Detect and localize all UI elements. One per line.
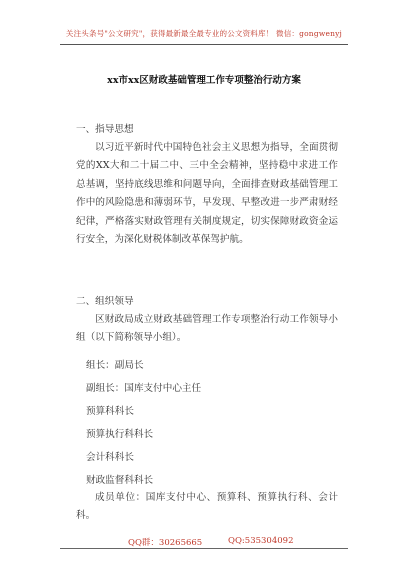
footer-qq-group: QQ群：30265665 (128, 538, 203, 548)
paragraph-guiding-ideology: 以习近平新时代中国特色社会主义思想为指导，全面贯彻党的XX大和二十届二中、三中全会精神，坚持稳中求进工作总基调，坚持底线思维和问题导向，全面排查财政基础管理工作中的风险隐患和薄弱环节，早发现、早整改进一步严肃财经纪律，严格落实财政管理有关制度规定，切实保障财政资金运行安全，为深化财税体制改革保驾护航。 (76, 142, 338, 246)
header-note: 关注头条号"公文研究"，获得最新最全最专业的公文资料库！ 微信：gongwenyj (65, 29, 343, 38)
leader-line: 组长：副局长 (86, 360, 144, 371)
member-line-finance-supervision: 财政监督科科长 (86, 475, 154, 486)
section-heading-organization: 二、组织领导 (76, 296, 134, 307)
member-line-accounting: 会计科科长 (86, 452, 134, 463)
header-divider (60, 44, 348, 45)
document-title: xx市xx区财政基础管理工作专项整治行动方案 (107, 75, 301, 86)
paragraph-organization: 区财政局成立财政基础管理工作专项整治行动工作领导小组（以下简称领导小组）。 (76, 314, 338, 344)
section-heading-guiding-ideology: 一、指导思想 (76, 124, 134, 135)
member-line-budget-execution: 预算执行科科长 (86, 429, 154, 440)
section-body-guiding-ideology (76, 139, 338, 249)
member-units-block (76, 489, 338, 526)
footer-divider (60, 548, 348, 549)
footer-qq: QQ:535304092 (228, 536, 294, 546)
deputy-leader-line: 副组长：国库支付中心主任 (86, 383, 202, 394)
member-units-line: 成员单位：国库支付中心、预算科、预算执行科、会计科。 (76, 492, 338, 522)
member-line-budget: 预算科科长 (86, 406, 134, 417)
section-body-organization (76, 311, 338, 348)
